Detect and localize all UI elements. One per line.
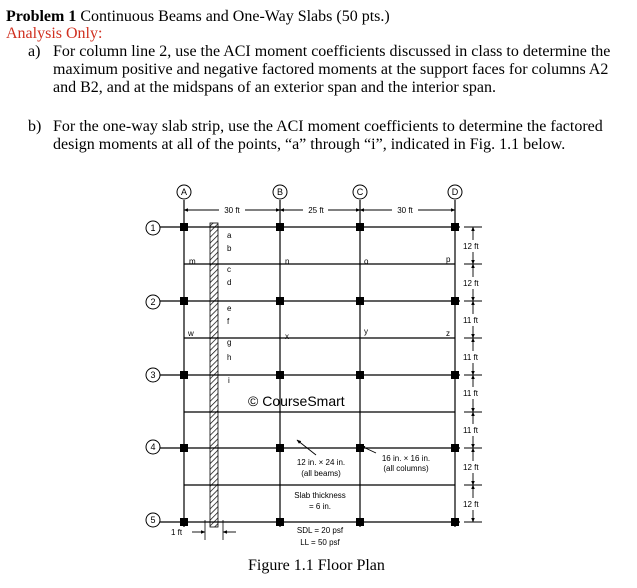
column-note-line: (all columns): [383, 464, 429, 473]
beam-point-y: y: [364, 327, 368, 336]
problem-number: Problem 1: [6, 8, 77, 25]
question-a-label: a): [28, 43, 41, 60]
row-bubbles: [146, 221, 160, 527]
column-marker: [451, 518, 459, 526]
slab-point-h: h: [227, 353, 232, 362]
beam-point-n: n: [285, 257, 290, 266]
column-marker: [356, 223, 364, 231]
problem-title-text: Continuous Beams and One-Way Slabs (50 pts.): [76, 8, 390, 25]
slab-point-labels: [227, 231, 232, 385]
slab-point-e: e: [227, 304, 232, 313]
figure-notes: [294, 454, 430, 547]
column-marker: [356, 297, 364, 305]
figure-caption: Figure 1.1 Floor Plan: [248, 557, 385, 574]
row-label-4: 4: [150, 442, 156, 452]
question-a-line: For column line 2, use the ACI moment coefficients discussed in class to determine the: [53, 43, 611, 60]
column-marker: [276, 444, 284, 452]
column-marker: [356, 371, 364, 379]
column-marker: [276, 223, 284, 231]
column-marker: [276, 371, 284, 379]
bay-label: 12 ft: [463, 500, 479, 509]
strip-width-label: 1 ft: [171, 528, 183, 537]
column-label-b: B: [276, 187, 284, 197]
bay-label: 11 ft: [463, 426, 478, 435]
row-label-1: 1: [150, 223, 156, 233]
question-b-line: For the one-way slab strip, use the ACI moment coefficients to determine the factored: [53, 118, 603, 135]
column-marker: [356, 518, 364, 526]
bay-label: 11 ft: [463, 316, 478, 325]
load-note-line: SDL = 20 psf: [296, 526, 344, 535]
span-label-ab: 30 ft: [224, 206, 240, 215]
bay-labels: [463, 242, 479, 509]
slab-point-i: i: [228, 376, 230, 385]
span-labels: [224, 206, 413, 215]
column-marker: [180, 518, 188, 526]
column-label-d: D: [451, 187, 459, 197]
column-marker: [276, 518, 284, 526]
bay-label: 11 ft: [463, 353, 478, 362]
slab-point-g: g: [227, 338, 232, 347]
beam-point-p: p: [446, 255, 451, 264]
row-label-5: 5: [150, 515, 156, 525]
question-a-line: maximum positive and negative factored moments at the support faces for columns A2: [53, 61, 609, 78]
slab-point-a: a: [227, 231, 232, 240]
analysis-note: Analysis Only:: [6, 25, 103, 42]
slab-note-line: = 6 in.: [308, 502, 332, 511]
column-label-a: A: [180, 187, 188, 197]
slab-note-line: Slab thickness: [294, 491, 346, 500]
slab-point-f: f: [227, 317, 230, 326]
slab-point-d: d: [227, 278, 232, 287]
column-marker: [451, 223, 459, 231]
bay-label: 12 ft: [463, 242, 479, 251]
column-marker: [451, 297, 459, 305]
column-label-c: C: [356, 187, 364, 197]
column-note-line: 16 in. × 16 in.: [381, 454, 431, 463]
beam-point-w: w: [188, 329, 194, 338]
question-b-label: b): [28, 118, 42, 135]
beam-point-m: m: [189, 257, 196, 266]
column-marker: [451, 371, 459, 379]
bay-dimension-lines: [464, 227, 482, 522]
span-label-cd: 30 ft: [397, 206, 413, 215]
column-marker: [276, 297, 284, 305]
question-a-line: and B2, and at the midspans of an exterior span and the interior span.: [53, 79, 496, 96]
row-label-2: 2: [150, 297, 156, 307]
bay-label: 12 ft: [463, 463, 479, 472]
column-marker: [180, 444, 188, 452]
beam-note-line: 12 in. × 24 in.: [296, 458, 346, 467]
bay-label: 12 ft: [463, 279, 479, 288]
question-b-line: design moments at all of the points, “a” through “i”, indicated in Fig. 1.1 below.: [53, 136, 566, 153]
column-marker: [356, 444, 364, 452]
beam-point-x: x: [285, 332, 289, 341]
span-label-bc: 25 ft: [308, 206, 324, 215]
beam-point-z: z: [446, 329, 450, 338]
column-marker: [180, 223, 188, 231]
load-note-line: LL = 50 psf: [300, 538, 340, 547]
bay-label: 11 ft: [463, 389, 478, 398]
column-marker: [180, 297, 188, 305]
column-marker: [180, 371, 188, 379]
watermark-text: © CourseSmart: [248, 393, 345, 409]
column-bubbles: [177, 185, 462, 199]
column-marker: [451, 444, 459, 452]
beam-point-o: o: [364, 257, 369, 266]
slab-point-b: b: [227, 244, 232, 253]
beam-note-line: (all beams): [301, 469, 341, 478]
slab-point-c: c: [227, 265, 231, 274]
row-label-3: 3: [150, 370, 156, 380]
